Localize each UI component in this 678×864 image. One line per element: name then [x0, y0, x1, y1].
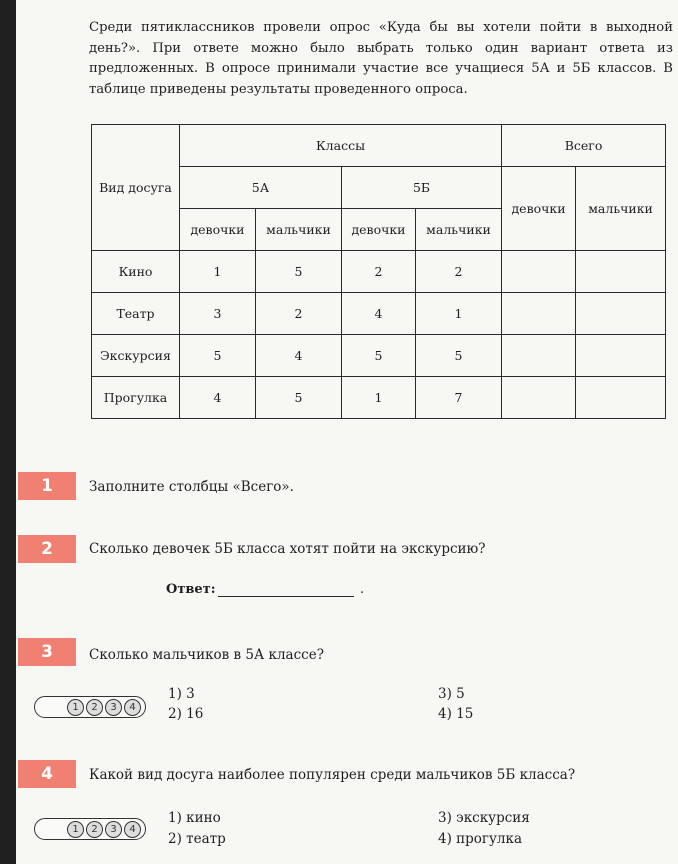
- textbook-page: [16, 0, 678, 864]
- cell-5a-boys: 4: [256, 335, 342, 377]
- cell-5a-girls: 4: [180, 377, 256, 419]
- row-label: Театр: [92, 293, 180, 335]
- cell-total-boys[interactable]: [576, 377, 666, 419]
- cell-5a-girls: 3: [180, 293, 256, 335]
- header-5b-girls: девочки: [342, 209, 416, 251]
- header-total-girls: девочки: [502, 167, 576, 251]
- intro-paragraph: Среди пятиклассников провели опрос «Куда бы вы хотели пойти в выходной день?». При ответе можно было выбрать только один вариант ответа из предложенных. В опросе принимали участие все учащиеся 5А и 5Б классов. В таблице приведены результаты проведенного опроса.: [89, 20, 673, 97]
- question-number-3: 3: [18, 638, 76, 666]
- question-number-1: 1: [18, 472, 76, 500]
- header-5a-boys: мальчики: [256, 209, 342, 251]
- answer-bubble-2[interactable]: 2: [86, 821, 103, 838]
- cell-total-boys[interactable]: [576, 293, 666, 335]
- question-number-2: 2: [18, 535, 76, 563]
- question-number-4: 4: [18, 760, 76, 788]
- cell-5b-girls: 4: [342, 293, 416, 335]
- survey-table: [91, 124, 666, 419]
- header-5a-girls: девочки: [180, 209, 256, 251]
- cell-5a-boys: 5: [256, 377, 342, 419]
- cell-5b-girls: 1: [342, 377, 416, 419]
- cell-5b-boys: 2: [416, 251, 502, 293]
- cell-5a-boys: 5: [256, 251, 342, 293]
- row-label: Кино: [92, 251, 180, 293]
- question-2-text: Сколько девочек 5Б класса хотят пойти на экскурсию?: [89, 541, 486, 557]
- answer-label: Ответ:: [166, 582, 216, 597]
- table-row: [92, 251, 666, 293]
- option-4: 4) прогулка: [438, 831, 522, 847]
- cell-5a-boys: 2: [256, 293, 342, 335]
- option-1: 1) 3: [168, 686, 195, 702]
- table-row: [92, 377, 666, 419]
- scan-edge: [0, 0, 16, 864]
- header-5b-boys: мальчики: [416, 209, 502, 251]
- option-2: 2) театр: [168, 831, 226, 847]
- option-3: 3) 5: [438, 686, 465, 702]
- question-3-text: Сколько мальчиков в 5А классе?: [89, 647, 324, 663]
- question-1-text: Заполните столбцы «Всего».: [89, 479, 294, 495]
- cell-total-boys[interactable]: [576, 251, 666, 293]
- answer-bubbles-q3: [34, 696, 146, 718]
- cell-5a-girls: 5: [180, 335, 256, 377]
- table-row: [92, 335, 666, 377]
- cell-total-girls[interactable]: [502, 335, 576, 377]
- answer-period: .: [360, 582, 365, 597]
- cell-total-girls[interactable]: [502, 251, 576, 293]
- answer-bubble-1[interactable]: 1: [67, 699, 84, 716]
- cell-5a-girls: 1: [180, 251, 256, 293]
- answer-field[interactable]: [218, 596, 354, 597]
- answer-bubbles-q4: [34, 818, 146, 840]
- cell-5b-boys: 1: [416, 293, 502, 335]
- header-classes: Классы: [180, 125, 502, 167]
- cell-5b-girls: 2: [342, 251, 416, 293]
- cell-total-girls[interactable]: [502, 377, 576, 419]
- answer-bubble-1[interactable]: 1: [67, 821, 84, 838]
- cell-total-boys[interactable]: [576, 335, 666, 377]
- cell-5b-boys: 5: [416, 335, 502, 377]
- answer-bubble-3[interactable]: 3: [105, 699, 122, 716]
- option-3: 3) экскурсия: [438, 810, 530, 826]
- header-total: Всего: [502, 125, 666, 167]
- answer-bubble-4[interactable]: 4: [124, 821, 141, 838]
- row-label: Прогулка: [92, 377, 180, 419]
- question-4-text: Какой вид досуга наиболее популярен среди мальчиков 5Б класса?: [89, 767, 576, 783]
- cell-total-girls[interactable]: [502, 293, 576, 335]
- cell-5b-boys: 7: [416, 377, 502, 419]
- table-row: [92, 293, 666, 335]
- header-class-5a: 5А: [180, 167, 342, 209]
- header-class-5b: 5Б: [342, 167, 502, 209]
- answer-bubble-2[interactable]: 2: [86, 699, 103, 716]
- option-2: 2) 16: [168, 706, 204, 722]
- cell-5b-girls: 5: [342, 335, 416, 377]
- header-activity: Вид досуга: [92, 125, 180, 251]
- answer-bubble-4[interactable]: 4: [124, 699, 141, 716]
- option-1: 1) кино: [168, 810, 221, 826]
- header-total-boys: мальчики: [576, 167, 666, 251]
- answer-bubble-3[interactable]: 3: [105, 821, 122, 838]
- row-label: Экскурсия: [92, 335, 180, 377]
- option-4: 4) 15: [438, 706, 474, 722]
